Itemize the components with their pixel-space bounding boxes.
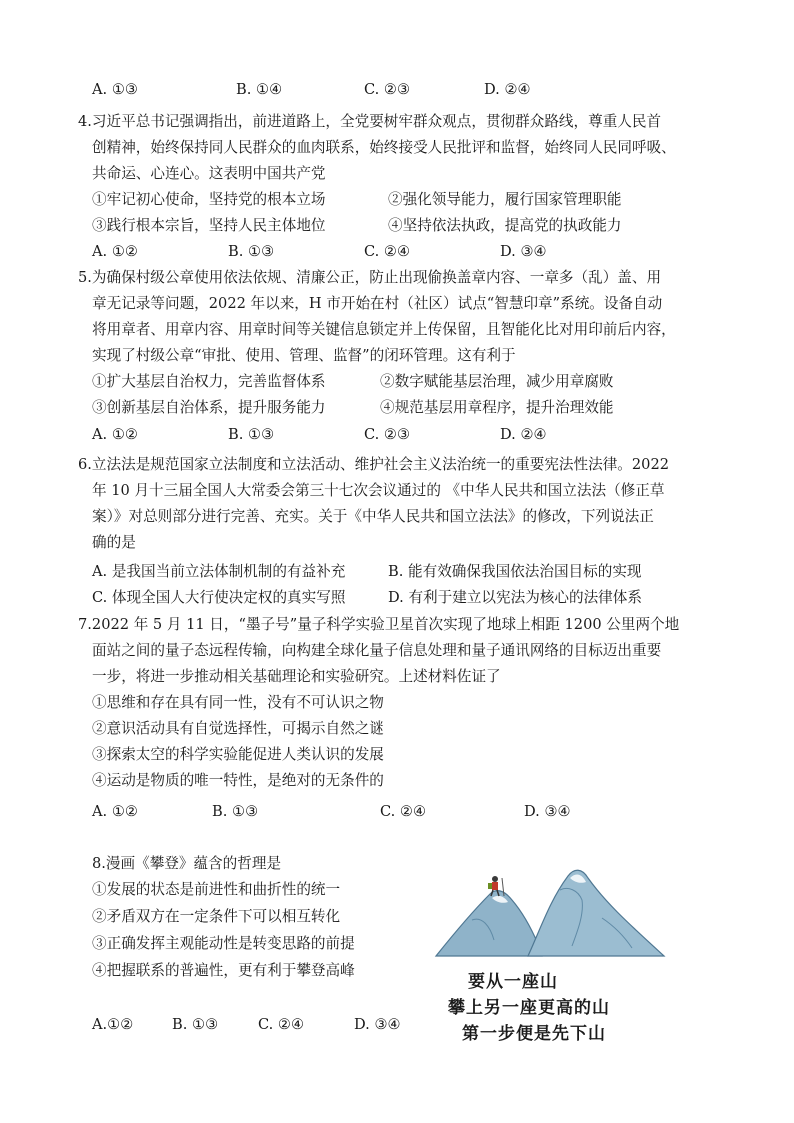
q6-option-c: C. 体现全国人大行使决定权的真实写照 (92, 589, 346, 606)
q6-option-d: D. 有利于建立以宪法为核心的法律体系 (388, 589, 642, 606)
q5-option-c: C. ②③ (364, 426, 411, 443)
q6-option-a: A. 是我国当前立法体制机制的有益补充 (92, 563, 346, 580)
q4-item-2: ②强化领导能力，履行国家管理职能 (388, 191, 622, 208)
q8-option-d: D. ③④ (354, 1016, 401, 1033)
q4-option-c: C. ②④ (364, 243, 411, 260)
q8-item-3: ③正确发挥主观能动性是转变思路的前提 (92, 935, 355, 952)
q7-option-c: C. ②④ (380, 803, 427, 820)
q6-stem-line-4: 确的是 (92, 534, 136, 551)
q5-item-1: ①扩大基层自治权力，完善监督体系 (92, 373, 326, 390)
q5-stem-line-3: 将用章者、用章内容、用章时间等关键信息锁定并上传保留，且智能化比对用印前后内容， (92, 321, 676, 338)
q6-stem-line-1: 6.立法法是规范国家立法制度和立法活动、维护社会主义法治统一的重要宪法性法律。2022 (78, 456, 670, 473)
lower-mountain (436, 891, 542, 956)
q6-stem-line-2: 年 10 月十三届全国人大常委会第三十七次会议通过的 《中华人民共和国立法法（修正草 (92, 482, 665, 499)
q8-option-a: A.①② (92, 1016, 134, 1033)
q7-option-d: D. ③④ (524, 803, 571, 820)
q8-option-b: B. ①③ (172, 1016, 219, 1033)
q8-item-1: ①发展的状态是前进性和曲折性的统一 (92, 881, 341, 898)
cartoon-caption-line-1: 要从一座山 (468, 972, 558, 992)
q5-stem-line-2: 章无记录等问题，2022 年以来，H 市开始在村（社区）试点“智慧印章”系统。设备自动 (92, 295, 663, 312)
q7-stem-line-1: 7.2022 年 5 月 11 日，“墨子号”量子科学实验卫星首次实现了地球上相距 1200 公里两个地 (78, 616, 680, 633)
q5-item-2: ②数字赋能基层治理，减少用章腐败 (380, 373, 614, 390)
q5-option-a: A. ①② (92, 426, 138, 443)
q7-item-2: ②意识活动具有自觉选择性，可揭示自然之谜 (92, 720, 384, 737)
q7-item-3: ③探索太空的科学实验能促进人类认识的发展 (92, 746, 384, 763)
q3-option-b: B. ①④ (236, 81, 283, 98)
q8-stem: 8.漫画《攀登》蕴含的哲理是 (92, 855, 282, 872)
q8-option-c: C. ②④ (258, 1016, 305, 1033)
q4-stem-line-1: 4.习近平总书记强调指出，前进道路上，全党要树牢群众观点，贯彻群众路线，尊重人民首 (78, 113, 662, 130)
q8-item-4: ④把握联系的普遍性，更有利于攀登高峰 (92, 962, 355, 979)
q3-option-a: A. ①③ (92, 81, 138, 98)
higher-mountain (528, 870, 664, 956)
q4-option-a: A. ①② (92, 243, 138, 260)
q7-item-1: ①思维和存在具有同一性，没有不可认识之物 (92, 694, 384, 711)
q4-stem-line-3: 共命运、心连心。这表明中国共产党 (92, 165, 326, 182)
q5-item-4: ④规范基层用章程序，提升治理效能 (380, 399, 614, 416)
q7-stem-line-3: 一步，将进一步推动相关基础理论和实验研究。上述材料佐证了 (92, 668, 501, 685)
q5-option-d: D. ②④ (500, 426, 547, 443)
q4-item-1: ①牢记初心使命，坚持党的根本立场 (92, 191, 326, 208)
cartoon-caption-line-3: 第一步便是先下山 (462, 1024, 606, 1044)
q6-stem-line-3: 案）》对总则部分进行完善、充实。关于《中华人民共和国立法法》的修改，下列说法正 (92, 508, 654, 525)
q6-option-b: B. 能有效确保我国依法治国目标的实现 (388, 563, 642, 580)
q7-option-a: A. ①② (92, 803, 138, 820)
q4-option-b: B. ①③ (228, 243, 275, 260)
q3-option-c: C. ②③ (364, 81, 411, 98)
q5-option-b: B. ①③ (228, 426, 275, 443)
cartoon-caption-line-2: 攀上另一座更高的山 (448, 998, 610, 1018)
q5-item-3: ③创新基层自治体系，提升服务能力 (92, 399, 326, 416)
q5-stem-line-4: 实现了村级公章“审批、使用、管理、监督”的闭环管理。这有利于 (92, 347, 516, 364)
q8-item-2: ②矛盾双方在一定条件下可以相互转化 (92, 908, 341, 925)
q4-item-4: ④坚持依法执政，提高党的执政能力 (388, 217, 622, 234)
q4-option-d: D. ③④ (500, 243, 547, 260)
q5-stem-line-1: 5.为确保村级公章使用依法依规、清廉公正，防止出现偷换盖章内容、一章多（乱）盖、用 (78, 269, 662, 286)
q4-item-3: ③践行根本宗旨，坚持人民主体地位 (92, 217, 326, 234)
q7-item-4: ④运动是物质的唯一特性，是绝对的无条件的 (92, 772, 384, 789)
q4-stem-line-2: 创精神，始终保持同人民群众的血肉联系，始终接受人民批评和监督，始终同人民同呼吸、 (92, 139, 676, 156)
q7-option-b: B. ①③ (212, 803, 259, 820)
q7-stem-line-2: 面站之间的量子态远程传输，向构建全球化量子信息处理和量子通讯网络的目标迈出重要 (92, 642, 662, 659)
q3-option-d: D. ②④ (484, 81, 531, 98)
